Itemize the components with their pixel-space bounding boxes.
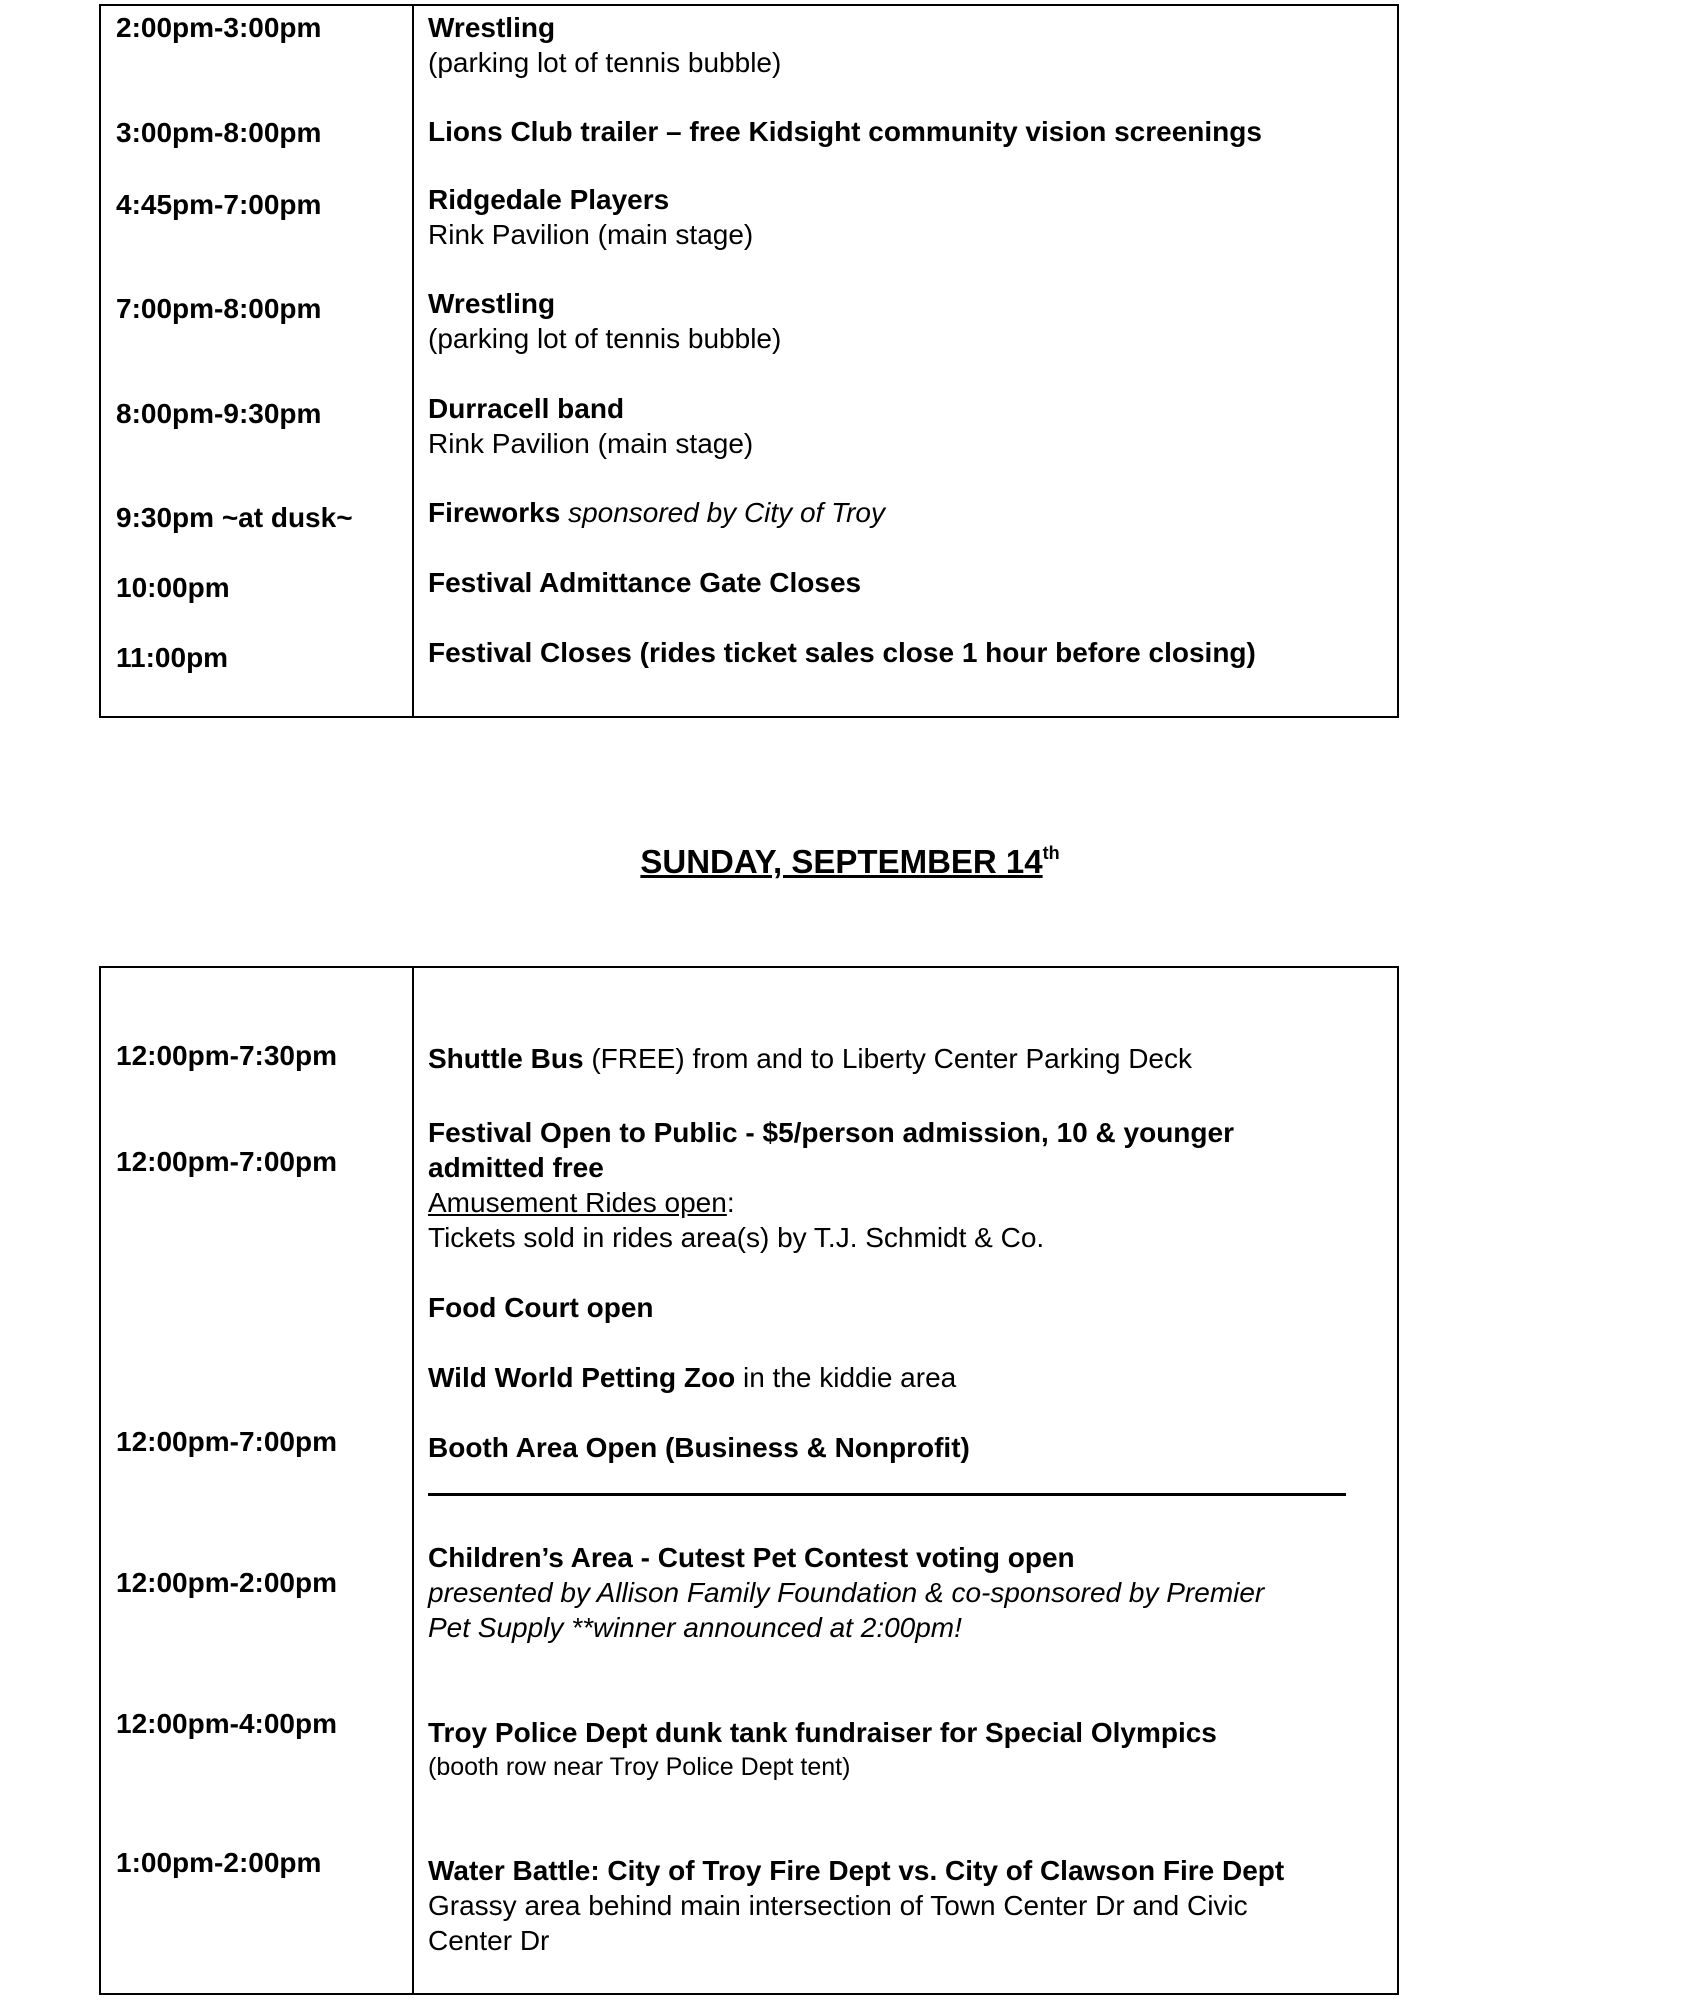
- time-cell: 1:00pm-2:00pm: [116, 1847, 322, 1878]
- shuttle-detail: (FREE) from and to Liberty Center Parking Deck: [591, 1043, 1193, 1074]
- sunday-heading: [0, 842, 1700, 882]
- rides-label: Amusement Rides open: [428, 1187, 727, 1218]
- event-detail: (parking lot of tennis bubble): [428, 323, 782, 354]
- event-detail: Rink Pavilion (main stage): [428, 219, 754, 250]
- event-title: Festival Closes (rides ticket sales close 1 hour before closing): [428, 637, 1256, 668]
- time-cell: 12:00pm-7:30pm: [116, 1040, 337, 1071]
- time-cell: 4:45pm-7:00pm: [116, 189, 322, 220]
- time-cell: 9:30pm ~at dusk~: [116, 502, 353, 533]
- event-detail: Center Dr: [428, 1925, 550, 1956]
- time-cell: 7:00pm-8:00pm: [116, 293, 322, 324]
- event-title: Children’s Area - Cutest Pet Contest voting open: [428, 1542, 1075, 1573]
- event-title: Water Battle: City of Troy Fire Dept vs. City of Clawson Fire Dept: [428, 1855, 1285, 1886]
- table-column-divider: [412, 968, 414, 1993]
- time-cell: 2:00pm-3:00pm: [116, 12, 322, 43]
- rides-heading: [428, 1185, 735, 1220]
- food-court: Food Court open: [428, 1292, 654, 1323]
- event-title: Booth Area Open (Business & Nonprofit): [428, 1432, 970, 1463]
- event-title: Ridgedale Players: [428, 184, 670, 215]
- shuttle-label: Shuttle Bus: [428, 1043, 584, 1074]
- time-cell: 10:00pm: [116, 572, 230, 603]
- event-title: Wrestling: [428, 288, 556, 319]
- event-title: Lions Club trailer – free Kidsight community vision screenings: [428, 116, 1262, 147]
- petting-zoo-detail: in the kiddie area: [742, 1362, 957, 1393]
- event-detail: (parking lot of tennis bubble): [428, 47, 782, 78]
- time-cell: 3:00pm-8:00pm: [116, 117, 322, 148]
- table-column-divider: [412, 6, 414, 716]
- rides-colon: :: [726, 1187, 735, 1218]
- event-detail: Rink Pavilion (main stage): [428, 428, 754, 459]
- sunday-schedule-table: [99, 966, 1399, 1995]
- sunday-heading-suffix: th: [1042, 843, 1060, 863]
- event-detail: presented by Allison Family Foundation & co-sponsored by Premier: [428, 1577, 1265, 1608]
- event-detail: Pet Supply **winner announced at 2:00pm!: [428, 1612, 962, 1643]
- time-cell: 12:00pm-4:00pm: [116, 1708, 337, 1739]
- time-cell: 11:00pm: [116, 642, 229, 673]
- rides-detail: Tickets sold in rides area(s) by T.J. Schmidt & Co.: [428, 1222, 1045, 1253]
- event-title: Durracell band: [428, 393, 625, 424]
- time-cell: 12:00pm-2:00pm: [116, 1567, 337, 1598]
- fireworks-sponsor: sponsored by City of Troy: [568, 497, 886, 528]
- event-detail: Grassy area behind main intersection of Town Center Dr and Civic: [428, 1890, 1248, 1921]
- event-title: [428, 1041, 1192, 1076]
- petting-zoo: [428, 1360, 956, 1395]
- event-detail: (booth row near Troy Police Dept tent): [428, 1753, 851, 1781]
- event-title: [428, 495, 885, 530]
- event-title: Festival Admittance Gate Closes: [428, 567, 862, 598]
- petting-zoo-label: Wild World Petting Zoo: [428, 1362, 736, 1393]
- section-divider: [428, 1493, 1346, 1496]
- time-cell: 8:00pm-9:30pm: [116, 398, 322, 429]
- time-cell: 12:00pm-7:00pm: [116, 1146, 337, 1177]
- event-title: Wrestling: [428, 12, 556, 43]
- event-title-continued: admitted free: [428, 1152, 604, 1183]
- time-cell: 12:00pm-7:00pm: [116, 1426, 337, 1457]
- fireworks-label: Fireworks: [428, 497, 561, 528]
- saturday-schedule-table: [99, 4, 1399, 718]
- event-title: Festival Open to Public - $5/person admission, 10 & younger: [428, 1117, 1234, 1148]
- event-title: Troy Police Dept dunk tank fundraiser for Special Olympics: [428, 1717, 1217, 1748]
- sunday-heading-text: SUNDAY, SEPTEMBER 14: [640, 843, 1043, 880]
